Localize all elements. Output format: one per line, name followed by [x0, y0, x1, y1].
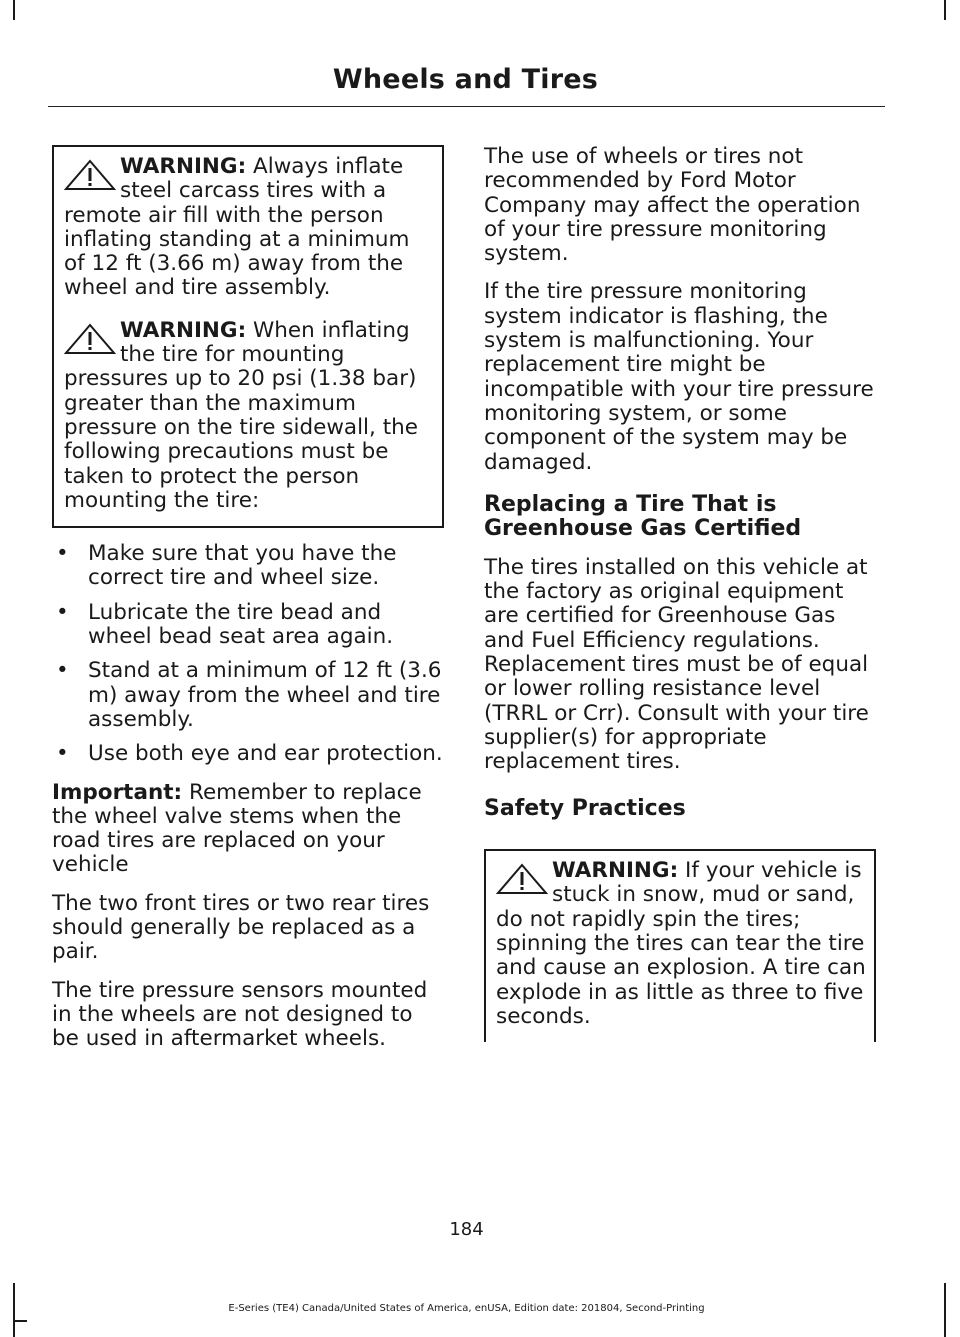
list-item — [52, 601, 444, 650]
important-label: Important: — [52, 779, 183, 805]
warning-item — [64, 155, 436, 301]
bullet-icon: • — [56, 541, 69, 567]
warning-label: WARNING: — [552, 858, 679, 884]
bullet-icon: • — [56, 741, 69, 767]
crop-mark-bottom-left-horizontal — [13, 1320, 27, 1322]
list-item — [52, 742, 444, 766]
crop-mark-top-left-vertical — [13, 0, 15, 20]
warning-triangle-icon — [496, 863, 550, 895]
list-item — [52, 659, 444, 732]
warning-text: If your vehicle is stuck in snow, mud or sand, do not rapidly spin the tires; spinning the tires can tear the tire and cause an explosion. A tire can explode in as little as three to five seconds. — [496, 858, 866, 1029]
bullet-icon: • — [56, 599, 69, 625]
crop-mark-bottom-right-vertical — [944, 1283, 946, 1337]
warning-box-stuck-vehicle — [484, 849, 876, 1042]
left-column — [52, 145, 444, 1066]
warning-label: WARNING: — [120, 317, 247, 343]
paragraph: The use of wheels or tires not recommended by Ford Motor Company may affect the operation of your tire pressure monitoring system. — [484, 144, 861, 267]
warning-text: Always inflate steel carcass tires with a remote air fill with the person inflating standing at a minimum of 12 ft (3.66 m) away from the wheel and tire assembly. — [64, 154, 410, 301]
warning-box-inflation — [52, 145, 444, 528]
warning-item — [64, 319, 436, 513]
warning-item — [496, 859, 868, 1029]
warning-label: WARNING: — [120, 154, 247, 179]
list-item-text: Stand at a minimum of 12 ft (3.6 m) away from the wheel and tire assembly. — [88, 658, 442, 732]
crop-mark-top-right-vertical — [944, 0, 946, 20]
list-item-text: Use both eye and ear protection. — [88, 741, 443, 767]
bullet-icon: • — [56, 658, 69, 684]
paragraph: The tire pressure sensors mounted in the wheels are not designed to be used in aftermarket wheels. — [52, 977, 428, 1052]
warning-triangle-icon — [64, 323, 118, 355]
page-number: 184 — [449, 1219, 484, 1240]
important-text: Remember to replace the wheel valve stems when the road tires are replaced on your vehicle — [52, 779, 422, 878]
list-item — [52, 542, 444, 591]
paragraph: The tires installed on this vehicle at the factory as original equipment are certified for Greenhouse Gas and Fuel Efficiency regulations. Replacement tires must be of equal or lower rolling resistance level (TRRL or Crr). Consult with your tire supplier(s) for appropriate replacement tires. — [484, 554, 869, 775]
section-heading: Safety Practices — [484, 795, 686, 821]
paragraph: The two front tires or two rear tires should generally be replaced as a pair. — [52, 890, 430, 965]
list-item-text: Make sure that you have the correct tire and wheel size. — [88, 541, 397, 591]
warning-triangle-icon — [64, 159, 118, 191]
list-item-text: Lubricate the tire bead and wheel bead seat area again. — [88, 599, 394, 650]
header-divider — [48, 106, 885, 107]
right-column — [484, 145, 876, 1042]
precautions-list — [52, 542, 444, 766]
edition-footer: E-Series (TE4) Canada/United States of America, enUSA, Edition date: 201804, Second-Printing — [228, 1303, 705, 1314]
warning-text: When inflating the tire for mounting pressures up to 20 psi (1.38 bar) greater than the maximum pressure on the tire sidewall, the following precautions must be taken to protect the person mounting the tire: — [64, 317, 418, 513]
paragraph: If the tire pressure monitoring system indicator is flashing, the system is malfunctioning. Your replacement tire might be incompatible with your tire pressure monitoring system, or some component of the system may be damaged. — [484, 279, 874, 475]
important-note — [52, 781, 444, 878]
section-heading: Replacing a Tire That is Greenhouse Gas Certified — [484, 491, 802, 542]
page-title: Wheels and Tires — [332, 64, 598, 95]
